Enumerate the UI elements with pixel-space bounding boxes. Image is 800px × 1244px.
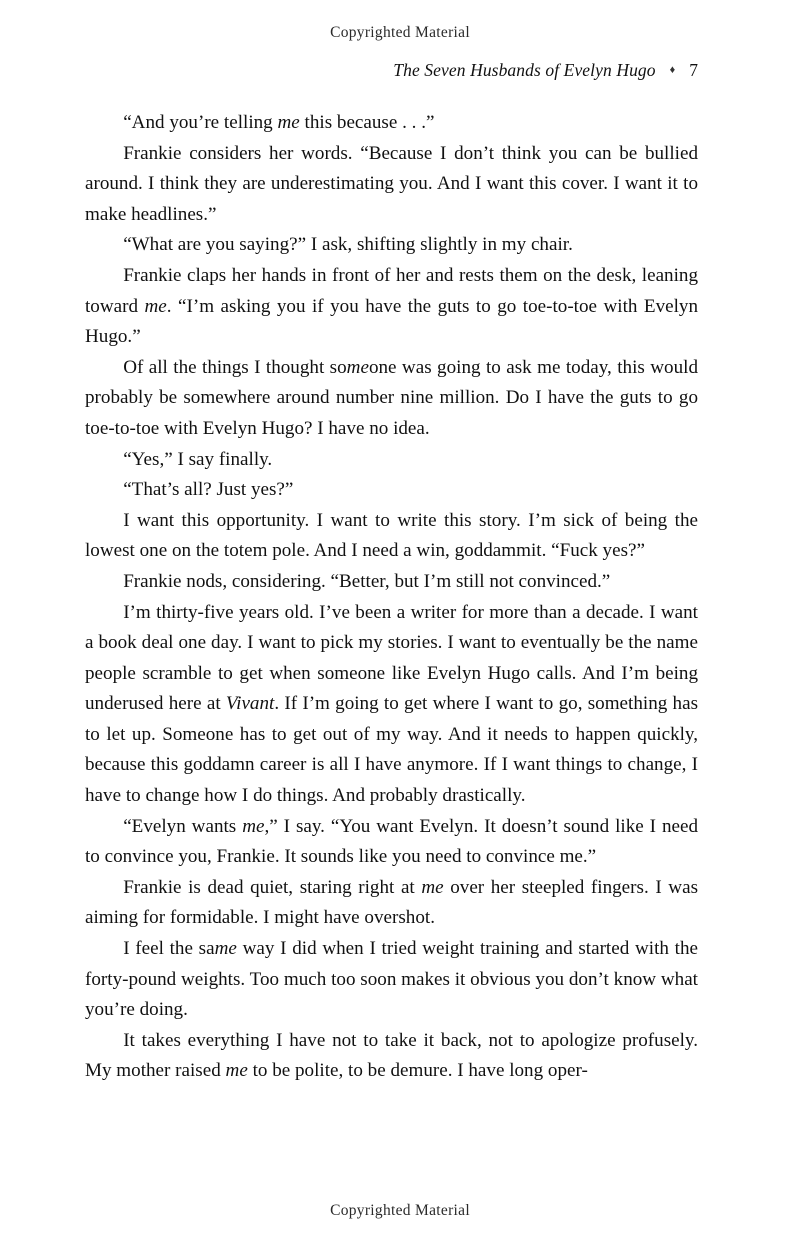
running-head-title: The Seven Husbands of Evelyn Hugo — [393, 60, 656, 80]
paragraph: “What are you saying?” I ask, shifting slightly in my chair. — [123, 234, 573, 256]
copyright-watermark-bottom: Copyrighted Material — [330, 1202, 470, 1219]
italic-term: me — [346, 356, 369, 378]
running-head — [85, 60, 698, 81]
paragraph: “Evelyn wants me,” I say. “You want Evelyn. It doesn’t sound like I need to convince you, Frankie. It sounds like you need to convince me.” — [85, 815, 698, 868]
paragraph: “And you’re telling me this because . . .” — [123, 112, 435, 133]
paragraph: I want this opportunity. I want to write this story. I’m sick of being the lowest one on the totem pole. And I need a win, goddammit. “Fuck yes?” — [85, 509, 698, 562]
paragraph: I feel the same way I did when I tried weight training and started with the forty-pound weights. Too much too soon makes it obvious you don’t know what you’re doing. — [85, 938, 698, 1021]
italic-term: me — [242, 815, 265, 837]
paragraph: Of all the things I thought someone was going to ask me today, this would probably be somewhere around number nine million. Do I have the guts to go toe-to-toe with Evelyn Hugo? I have no idea. — [85, 356, 698, 439]
diamond-icon: ♦ — [669, 64, 676, 76]
italic-term: me — [421, 876, 444, 898]
paragraph: “Yes,” I say finally. — [123, 448, 273, 470]
paragraph: Frankie considers her words. “Because I don’t think you can be bullied around. I think they are underestimating you. And I want this cover. I want it to make headlines.” — [85, 142, 698, 225]
italic-term: me — [144, 295, 167, 317]
italic-term: Vivant — [225, 693, 275, 715]
paragraph: Frankie claps her hands in front of her and rests them on the desk, leaning toward me. “I’m asking you if you have the guts to go toe-to-toe with Evelyn Hugo.” — [85, 264, 698, 348]
page-number: 7 — [689, 60, 698, 80]
italic-term: me — [214, 938, 237, 960]
paragraph: “That’s all? Just yes?” — [123, 479, 294, 501]
copyright-watermark-top: Copyrighted Material — [330, 24, 470, 41]
paragraph: Frankie is dead quiet, staring right at me over her steepled fingers. I was aiming for formidable. I might have overshot. — [85, 876, 698, 929]
italic-term: me — [225, 1060, 248, 1082]
paragraph: It takes everything I have not to take it back, not to apologize profusely. My mother raised me to be polite, to be demure. I have long oper- — [85, 1029, 698, 1082]
italic-term: me — [277, 112, 300, 133]
body-text — [85, 108, 698, 1087]
paragraph: I’m thirty-five years old. I’ve been a writer for more than a decade. I want a book deal one day. I want to pick my stories. I want to eventually be the name people scramble to get when someone like Evelyn Hugo calls. And I’m being underused here at Vivant. If I’m going to get where I want to go, something has to let up. Someone has to get out of my way. And it needs to happen quickly, because this goddamn career is all I have anymore. If I want things to change, I have to change how I do things. And probably drastically. — [85, 601, 698, 807]
paragraph: Frankie nods, considering. “Better, but I’m still not convinced.” — [123, 570, 611, 592]
